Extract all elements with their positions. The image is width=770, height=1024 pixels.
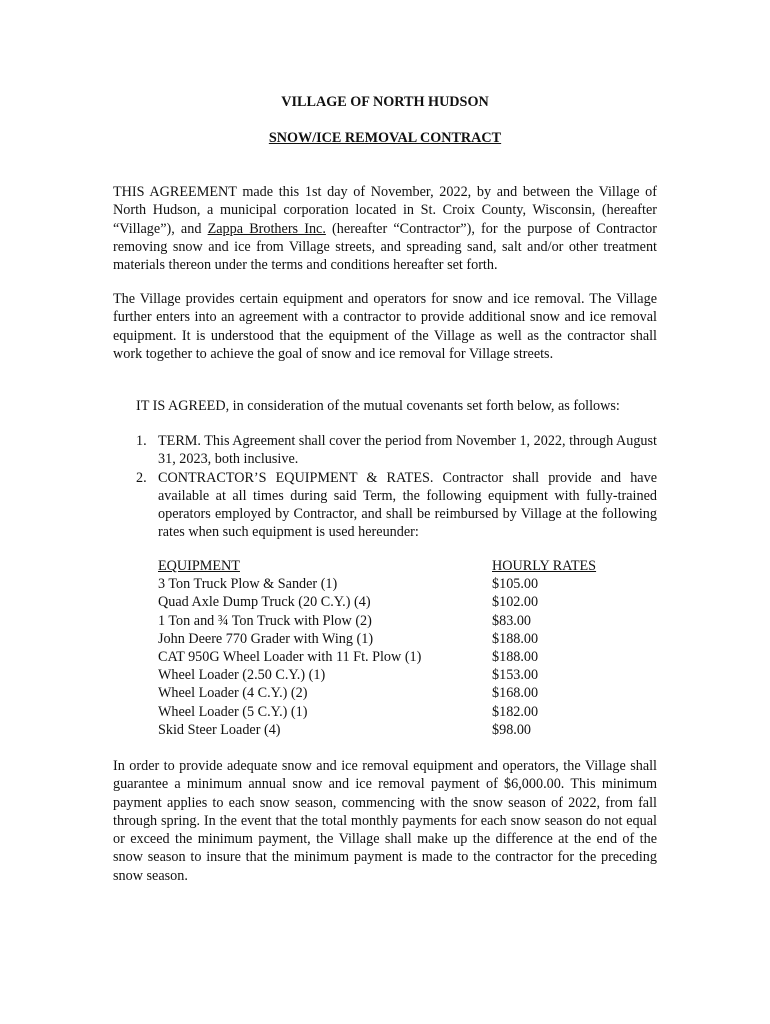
equipment-cell: Wheel Loader (5 C.Y.) (1)	[158, 703, 308, 720]
rate-cell: $168.00	[492, 685, 539, 702]
contractor-name: Zappa Brothers Inc.	[207, 220, 326, 237]
list-item-equipment-rates	[136, 469, 657, 542]
minimum-payment-paragraph: In order to provide adequate snow and ice removal equipment and operators, the Village shall guarantee a minimum annual snow and ice removal payment of $6,000.00. This minimum payment applies to each snow season, commencing with the snow season of 2022, from fall through spring. In the event that the total monthly payments for each snow season do not equal or exceed the minimum payment, the Village shall make up the difference at the end of the snow season to insure that the minimum payment is made to the contractor for the preceding snow season.	[113, 758, 657, 884]
terms-list	[136, 432, 657, 542]
equipment-cell: John Deere 770 Grader with Wing (1)	[158, 630, 374, 647]
table-row	[158, 721, 618, 739]
rate-cell: $153.00	[492, 667, 539, 684]
table-row	[158, 612, 618, 630]
table-row	[158, 630, 618, 648]
hourly-rates-column-header: HOURLY RATES	[492, 558, 597, 574]
table-row	[158, 684, 618, 702]
list-item-number: 2.	[136, 469, 147, 486]
rate-cell: $182.00	[492, 703, 539, 720]
table-row	[158, 648, 618, 666]
table-row	[158, 703, 618, 721]
document-title: VILLAGE OF NORTH HUDSON	[281, 94, 489, 110]
list-item-number: 1.	[136, 433, 147, 449]
equipment-cell: CAT 950G Wheel Loader with 11 Ft. Plow (1)	[158, 648, 422, 665]
intro-paragraph	[113, 183, 657, 274]
contract-title: SNOW/ICE REMOVAL CONTRACT	[268, 130, 502, 146]
intro-text-part2: (hereafter “Contractor”), for the purpose of Contractor removing snow and ice from Village streets, and spreading sand, salt and/or other treatment materials thereon under the terms and conditions hereafter set forth.	[113, 220, 657, 274]
list-item-text: TERM. This Agreement shall cover the period from November 1, 2022, through August 31, 2023, both inclusive.	[158, 433, 657, 468]
rate-cell: $188.00	[492, 630, 539, 647]
rate-cell: $83.00	[492, 612, 532, 629]
equipment-cell: Skid Steer Loader (4)	[158, 721, 281, 738]
rates-table-header	[158, 557, 618, 575]
table-row	[158, 593, 618, 611]
agreed-statement: IT IS AGREED, in consideration of the mutual covenants set forth below, as follows:	[136, 398, 620, 414]
rate-cell: $188.00	[492, 648, 539, 665]
table-row	[158, 666, 618, 684]
rate-cell: $105.00	[492, 576, 539, 593]
rate-cell: $102.00	[492, 594, 539, 611]
list-item-text: CONTRACTOR’S EQUIPMENT & RATES. Contractor shall provide and have available at all times during said Term, the following equipment with fully-trained operators employed by Contractor, and shall be reimbursed by Village at the following rates when such equipment is used hereunder:	[158, 469, 657, 541]
list-item-term	[136, 432, 657, 469]
table-row	[158, 575, 618, 593]
equipment-cell: Quad Axle Dump Truck (20 C.Y.) (4)	[158, 594, 371, 611]
equipment-column-header: EQUIPMENT	[158, 558, 240, 574]
equipment-rates-table	[158, 557, 618, 739]
equipment-cell: Wheel Loader (2.50 C.Y.) (1)	[158, 667, 326, 684]
equipment-cell: 3 Ton Truck Plow & Sander (1)	[158, 576, 338, 593]
village-equipment-paragraph: The Village provides certain equipment and operators for snow and ice removal. The Village further enters into an agreement with a contractor to provide additional snow and ice removal equipment. It is understood that the equipment of the Village as well as the contractor shall work together to achieve the goal of snow and ice removal for Village streets.	[113, 291, 657, 362]
rate-cell: $98.00	[492, 721, 532, 738]
equipment-cell: Wheel Loader (4 C.Y.) (2)	[158, 685, 308, 702]
intro-text-part1: THIS AGREEMENT made this 1st day of November, 2022, by and between the Village of North Hudson, a municipal corporation located in St. Croix County, Wisconsin, (hereafter “Village”), and	[113, 184, 657, 237]
equipment-cell: 1 Ton and ¾ Ton Truck with Plow (2)	[158, 612, 372, 629]
